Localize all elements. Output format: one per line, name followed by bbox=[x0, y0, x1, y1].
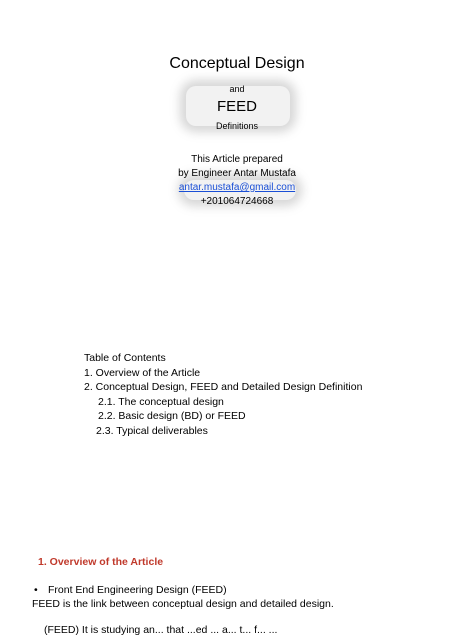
title-feed: FEED bbox=[216, 98, 257, 115]
author-phone: +201064724668 bbox=[200, 196, 274, 207]
feed-definition: FEED is the link between conceptual design and detailed design. bbox=[32, 598, 334, 610]
toc-item: 1. Overview of the Article bbox=[84, 367, 201, 379]
title-definitions: Definitions bbox=[215, 121, 259, 131]
bullet-dot-icon: • bbox=[34, 584, 38, 596]
toc-subitem: 2.1. The conceptual design bbox=[98, 396, 224, 408]
author-email-link[interactable]: antar.mustafa@gmail.com bbox=[178, 182, 296, 193]
toc-item: 2. Conceptual Design, FEED and Detailed Design Definition bbox=[84, 381, 363, 393]
toc-subitem: 2.3. Typical deliverables bbox=[96, 425, 208, 437]
title-and: and bbox=[229, 84, 245, 94]
author-line-2: by Engineer Antar Mustafa bbox=[178, 168, 296, 179]
toc-subitem: 2.2. Basic design (BD) or FEED bbox=[98, 410, 246, 422]
toc-heading: Table of Contents bbox=[84, 352, 166, 364]
author-line-1: This Article prepared bbox=[191, 154, 283, 165]
bullet-item bbox=[34, 584, 227, 596]
section-heading: 1. Overview of the Article bbox=[38, 556, 164, 568]
cutoff-line: (FEED) It is studying an... that ...ed ... a... t... f... ... bbox=[44, 624, 278, 636]
document-title: Conceptual Design bbox=[169, 55, 305, 72]
bullet-text: Front End Engineering Design (FEED) bbox=[48, 584, 227, 596]
